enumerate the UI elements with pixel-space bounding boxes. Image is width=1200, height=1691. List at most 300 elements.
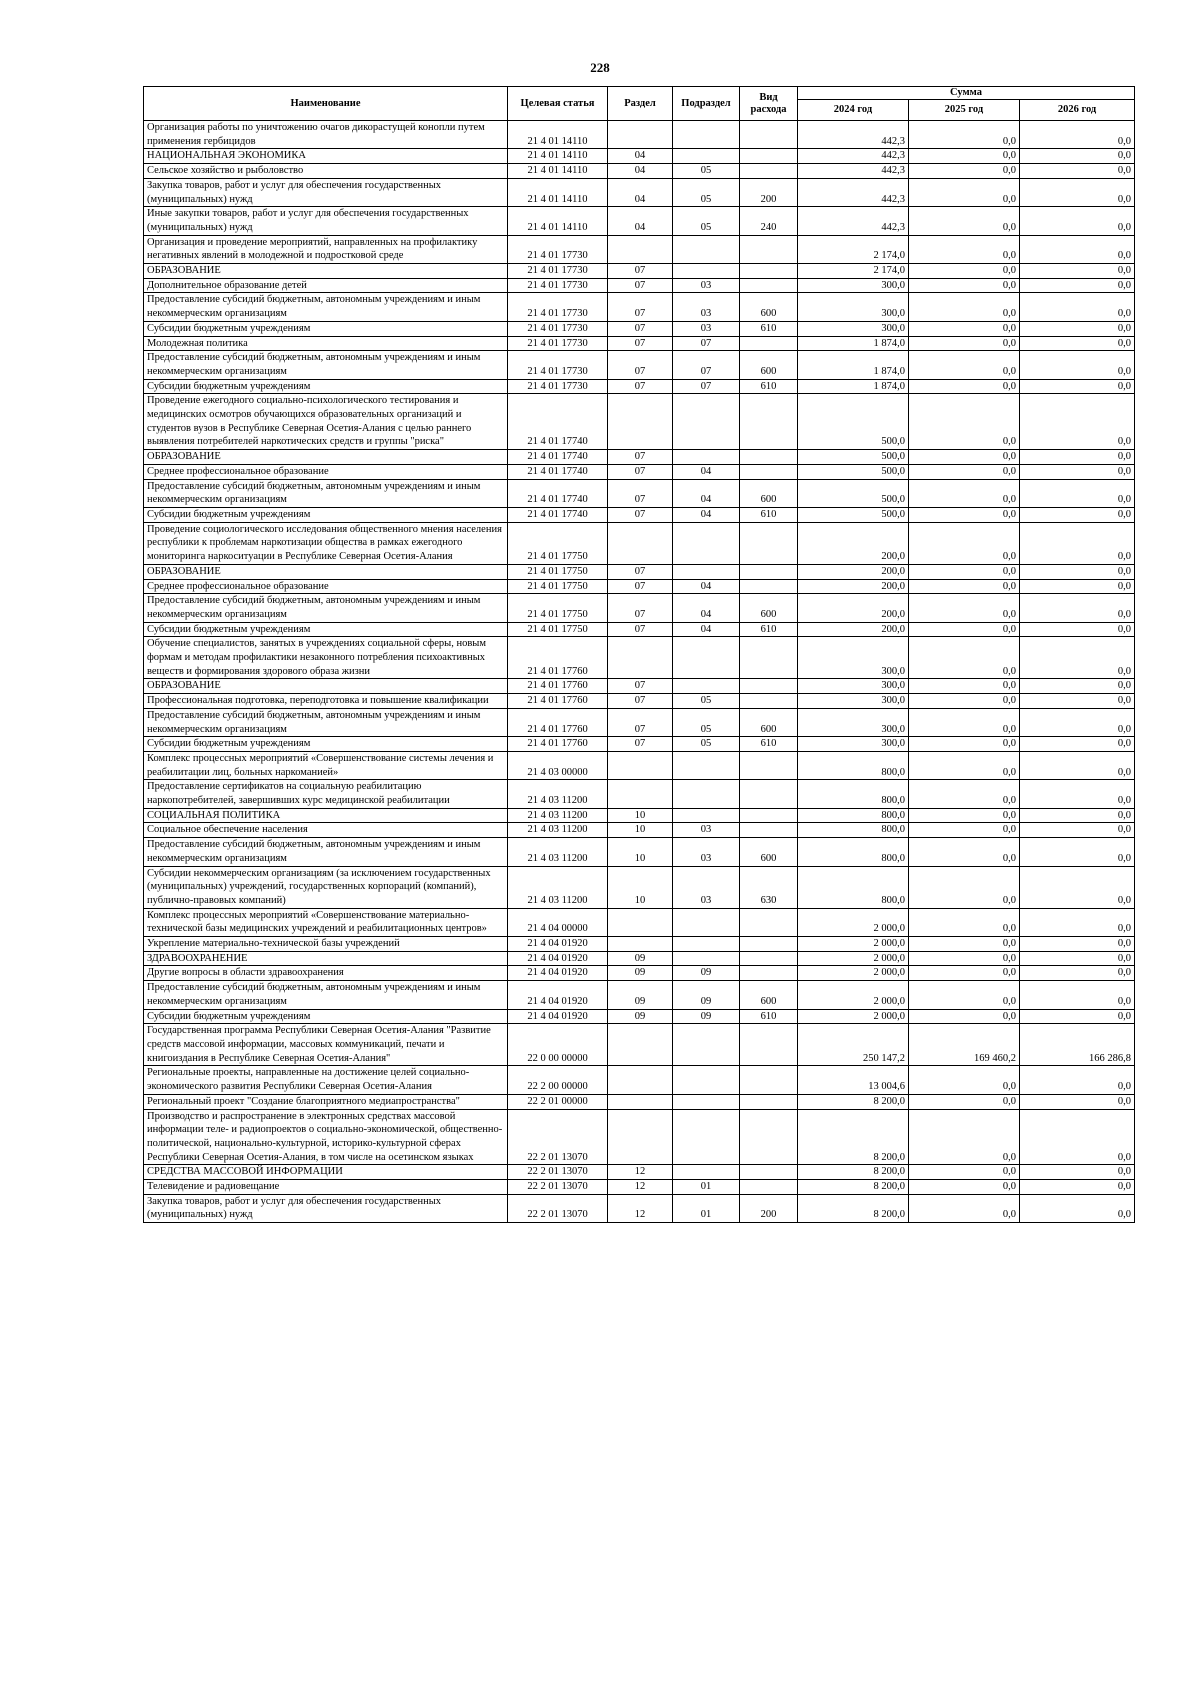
row-sum-2026: 0,0 bbox=[1020, 464, 1135, 479]
row-subsection: 05 bbox=[673, 164, 740, 179]
row-name: Предоставление субсидий бюджетным, автономным учреждениям и иным некоммерческим организациям bbox=[144, 479, 508, 507]
row-sum-2025: 0,0 bbox=[909, 121, 1020, 149]
row-sum-2024: 300,0 bbox=[798, 637, 909, 679]
row-sum-2024: 442,3 bbox=[798, 149, 909, 164]
row-name: Предоставление субсидий бюджетным, автономным учреждениям и иным некоммерческим организациям bbox=[144, 708, 508, 736]
row-expense-type: 200 bbox=[740, 1194, 798, 1222]
row-sum-2024: 500,0 bbox=[798, 394, 909, 450]
row-sum-2024: 1 874,0 bbox=[798, 336, 909, 351]
row-section: 12 bbox=[608, 1165, 673, 1180]
row-section: 09 bbox=[608, 1009, 673, 1024]
row-target-article: 21 4 01 14110 bbox=[508, 164, 608, 179]
row-name: ОБРАЗОВАНИЕ bbox=[144, 264, 508, 279]
row-target-article: 21 4 01 17730 bbox=[508, 264, 608, 279]
row-name: Организация работы по уничтожению очагов дикорастущей конопли путем применения гербицидов bbox=[144, 121, 508, 149]
table-row bbox=[144, 379, 1135, 394]
row-section: 09 bbox=[608, 951, 673, 966]
row-subsection bbox=[673, 780, 740, 808]
row-sum-2024: 8 200,0 bbox=[798, 1165, 909, 1180]
row-target-article: 22 2 01 00000 bbox=[508, 1094, 608, 1109]
row-section: 07 bbox=[608, 293, 673, 321]
row-sum-2024: 2 174,0 bbox=[798, 264, 909, 279]
row-name: Субсидии бюджетным учреждениям bbox=[144, 622, 508, 637]
row-sum-2025: 0,0 bbox=[909, 178, 1020, 206]
row-sum-2025: 0,0 bbox=[909, 207, 1020, 235]
row-sum-2025: 0,0 bbox=[909, 464, 1020, 479]
row-sum-2024: 200,0 bbox=[798, 564, 909, 579]
row-expense-type: 600 bbox=[740, 351, 798, 379]
row-sum-2026: 0,0 bbox=[1020, 264, 1135, 279]
row-section: 07 bbox=[608, 594, 673, 622]
row-section: 10 bbox=[608, 823, 673, 838]
table-row bbox=[144, 121, 1135, 149]
row-sum-2024: 500,0 bbox=[798, 479, 909, 507]
row-section: 07 bbox=[608, 464, 673, 479]
row-sum-2025: 0,0 bbox=[909, 394, 1020, 450]
row-sum-2024: 250 147,2 bbox=[798, 1024, 909, 1066]
row-subsection: 05 bbox=[673, 708, 740, 736]
row-target-article: 21 4 04 00000 bbox=[508, 908, 608, 936]
row-sum-2024: 8 200,0 bbox=[798, 1180, 909, 1195]
row-sum-2025: 0,0 bbox=[909, 622, 1020, 637]
row-expense-type bbox=[740, 336, 798, 351]
row-sum-2024: 8 200,0 bbox=[798, 1109, 909, 1165]
row-section: 04 bbox=[608, 149, 673, 164]
row-subsection bbox=[673, 808, 740, 823]
row-sum-2026: 0,0 bbox=[1020, 838, 1135, 866]
row-target-article: 22 2 01 13070 bbox=[508, 1180, 608, 1195]
row-sum-2024: 2 000,0 bbox=[798, 981, 909, 1009]
row-expense-type bbox=[740, 264, 798, 279]
row-subsection bbox=[673, 1094, 740, 1109]
row-sum-2026: 0,0 bbox=[1020, 321, 1135, 336]
table-row bbox=[144, 178, 1135, 206]
row-sum-2026: 0,0 bbox=[1020, 278, 1135, 293]
header-name: Наименование bbox=[144, 87, 508, 121]
table-row bbox=[144, 1009, 1135, 1024]
row-sum-2024: 2 000,0 bbox=[798, 908, 909, 936]
row-subsection bbox=[673, 264, 740, 279]
row-subsection: 04 bbox=[673, 594, 740, 622]
row-sum-2026: 0,0 bbox=[1020, 866, 1135, 908]
row-expense-type bbox=[740, 1094, 798, 1109]
row-sum-2025: 0,0 bbox=[909, 823, 1020, 838]
row-sum-2025: 0,0 bbox=[909, 1109, 1020, 1165]
row-section: 04 bbox=[608, 207, 673, 235]
row-sum-2024: 300,0 bbox=[798, 694, 909, 709]
row-name: Молодежная политика bbox=[144, 336, 508, 351]
row-name: Комплекс процессных мероприятий «Совершенствование системы лечения и реабилитации лиц, больных наркоманией» bbox=[144, 751, 508, 779]
row-sum-2026: 0,0 bbox=[1020, 379, 1135, 394]
row-subsection bbox=[673, 235, 740, 263]
row-subsection: 01 bbox=[673, 1180, 740, 1195]
row-section bbox=[608, 1066, 673, 1094]
row-target-article: 21 4 01 17730 bbox=[508, 293, 608, 321]
row-sum-2024: 442,3 bbox=[798, 121, 909, 149]
row-subsection bbox=[673, 908, 740, 936]
row-sum-2024: 2 000,0 bbox=[798, 1009, 909, 1024]
row-sum-2026: 0,0 bbox=[1020, 780, 1135, 808]
row-name: Сельское хозяйство и рыболовство bbox=[144, 164, 508, 179]
row-expense-type bbox=[740, 235, 798, 263]
row-sum-2024: 500,0 bbox=[798, 464, 909, 479]
table-row bbox=[144, 264, 1135, 279]
row-target-article: 21 4 01 17730 bbox=[508, 235, 608, 263]
table-row bbox=[144, 1180, 1135, 1195]
row-section: 07 bbox=[608, 450, 673, 465]
row-section: 07 bbox=[608, 708, 673, 736]
row-sum-2024: 2 000,0 bbox=[798, 966, 909, 981]
row-name: Дополнительное образование детей bbox=[144, 278, 508, 293]
table-row bbox=[144, 507, 1135, 522]
row-sum-2026: 0,0 bbox=[1020, 637, 1135, 679]
row-target-article: 21 4 01 14110 bbox=[508, 178, 608, 206]
row-name: Субсидии бюджетным учреждениям bbox=[144, 379, 508, 394]
row-expense-type bbox=[740, 1109, 798, 1165]
row-sum-2025: 0,0 bbox=[909, 293, 1020, 321]
row-sum-2024: 300,0 bbox=[798, 278, 909, 293]
row-sum-2026: 0,0 bbox=[1020, 679, 1135, 694]
row-sum-2025: 0,0 bbox=[909, 951, 1020, 966]
row-subsection: 04 bbox=[673, 507, 740, 522]
table-row bbox=[144, 321, 1135, 336]
row-sum-2024: 200,0 bbox=[798, 594, 909, 622]
row-target-article: 22 2 01 13070 bbox=[508, 1194, 608, 1222]
table-row bbox=[144, 564, 1135, 579]
row-name: Профессиональная подготовка, переподготовка и повышение квалификации bbox=[144, 694, 508, 709]
row-sum-2026: 0,0 bbox=[1020, 235, 1135, 263]
row-target-article: 21 4 01 17740 bbox=[508, 464, 608, 479]
row-sum-2024: 200,0 bbox=[798, 622, 909, 637]
row-name: Предоставление сертификатов на социальную реабилитацию наркопотребителей, завершивших курс медицинской реабилитации bbox=[144, 780, 508, 808]
row-sum-2024: 800,0 bbox=[798, 808, 909, 823]
row-target-article: 21 4 01 17740 bbox=[508, 394, 608, 450]
row-expense-type bbox=[740, 149, 798, 164]
row-sum-2025: 0,0 bbox=[909, 149, 1020, 164]
table-row bbox=[144, 937, 1135, 952]
row-section bbox=[608, 780, 673, 808]
header-expense-type: Вид расхода bbox=[740, 87, 798, 121]
row-name: Государственная программа Республики Северная Осетия-Алания "Развитие средств массовой информации, массовых коммуникаций, печати и книгоиздания в Республике Северная Осетия-Алания" bbox=[144, 1024, 508, 1066]
table-row bbox=[144, 394, 1135, 450]
row-expense-type bbox=[740, 951, 798, 966]
row-name: НАЦИОНАЛЬНАЯ ЭКОНОМИКА bbox=[144, 149, 508, 164]
row-sum-2024: 1 874,0 bbox=[798, 351, 909, 379]
table-row bbox=[144, 823, 1135, 838]
row-name: Региональный проект "Создание благоприятного медиапространства" bbox=[144, 1094, 508, 1109]
header-target-article: Целевая статья bbox=[508, 87, 608, 121]
row-sum-2025: 0,0 bbox=[909, 579, 1020, 594]
row-sum-2026: 0,0 bbox=[1020, 1009, 1135, 1024]
row-target-article: 21 4 01 17730 bbox=[508, 351, 608, 379]
row-expense-type bbox=[740, 121, 798, 149]
row-sum-2025: 0,0 bbox=[909, 321, 1020, 336]
row-expense-type: 630 bbox=[740, 866, 798, 908]
row-sum-2026: 0,0 bbox=[1020, 450, 1135, 465]
row-target-article: 21 4 01 17760 bbox=[508, 637, 608, 679]
row-section bbox=[608, 751, 673, 779]
row-sum-2026: 0,0 bbox=[1020, 522, 1135, 564]
row-sum-2025: 0,0 bbox=[909, 808, 1020, 823]
row-section: 07 bbox=[608, 336, 673, 351]
row-sum-2026: 0,0 bbox=[1020, 823, 1135, 838]
row-name: Предоставление субсидий бюджетным, автономным учреждениям и иным некоммерческим организациям bbox=[144, 293, 508, 321]
table-row bbox=[144, 981, 1135, 1009]
row-subsection bbox=[673, 951, 740, 966]
row-sum-2024: 500,0 bbox=[798, 507, 909, 522]
row-sum-2024: 442,3 bbox=[798, 178, 909, 206]
row-target-article: 21 4 01 17750 bbox=[508, 622, 608, 637]
row-section: 04 bbox=[608, 164, 673, 179]
row-subsection: 03 bbox=[673, 321, 740, 336]
row-target-article: 21 4 04 01920 bbox=[508, 1009, 608, 1024]
row-expense-type bbox=[740, 937, 798, 952]
row-sum-2024: 200,0 bbox=[798, 579, 909, 594]
row-sum-2024: 300,0 bbox=[798, 321, 909, 336]
row-name: ОБРАЗОВАНИЕ bbox=[144, 679, 508, 694]
row-sum-2026: 0,0 bbox=[1020, 966, 1135, 981]
table-row bbox=[144, 164, 1135, 179]
header-year-2025: 2025 год bbox=[909, 100, 1020, 121]
row-expense-type: 600 bbox=[740, 293, 798, 321]
row-target-article: 21 4 01 17750 bbox=[508, 594, 608, 622]
row-subsection: 03 bbox=[673, 278, 740, 293]
row-subsection bbox=[673, 1109, 740, 1165]
row-name: Закупка товаров, работ и услуг для обеспечения государственных (муниципальных) нужд bbox=[144, 1194, 508, 1222]
row-name: Предоставление субсидий бюджетным, автономным учреждениям и иным некоммерческим организациям bbox=[144, 351, 508, 379]
row-subsection: 04 bbox=[673, 622, 740, 637]
row-sum-2026: 0,0 bbox=[1020, 1180, 1135, 1195]
table-row bbox=[144, 838, 1135, 866]
row-section: 07 bbox=[608, 264, 673, 279]
row-expense-type: 610 bbox=[740, 622, 798, 637]
row-expense-type bbox=[740, 522, 798, 564]
row-expense-type: 600 bbox=[740, 708, 798, 736]
row-section bbox=[608, 121, 673, 149]
row-name: ОБРАЗОВАНИЕ bbox=[144, 450, 508, 465]
row-expense-type: 240 bbox=[740, 207, 798, 235]
row-name: Укрепление материально-технической базы учреждений bbox=[144, 937, 508, 952]
table-row bbox=[144, 1024, 1135, 1066]
row-expense-type bbox=[740, 1180, 798, 1195]
page-number: 228 bbox=[590, 60, 610, 75]
row-sum-2024: 200,0 bbox=[798, 522, 909, 564]
row-subsection: 04 bbox=[673, 464, 740, 479]
row-section bbox=[608, 637, 673, 679]
row-sum-2025: 0,0 bbox=[909, 838, 1020, 866]
row-name: Субсидии бюджетным учреждениям bbox=[144, 1009, 508, 1024]
row-target-article: 21 4 01 17740 bbox=[508, 450, 608, 465]
row-sum-2024: 300,0 bbox=[798, 737, 909, 752]
row-subsection bbox=[673, 394, 740, 450]
table-body bbox=[144, 121, 1135, 1223]
row-sum-2026: 0,0 bbox=[1020, 564, 1135, 579]
row-sum-2025: 0,0 bbox=[909, 379, 1020, 394]
row-sum-2025: 0,0 bbox=[909, 479, 1020, 507]
row-expense-type bbox=[740, 694, 798, 709]
table-row bbox=[144, 207, 1135, 235]
row-name: СРЕДСТВА МАССОВОЙ ИНФОРМАЦИИ bbox=[144, 1165, 508, 1180]
row-expense-type: 600 bbox=[740, 838, 798, 866]
table-row bbox=[144, 479, 1135, 507]
row-sum-2025: 169 460,2 bbox=[909, 1024, 1020, 1066]
row-sum-2025: 0,0 bbox=[909, 1009, 1020, 1024]
row-expense-type: 600 bbox=[740, 594, 798, 622]
row-sum-2025: 0,0 bbox=[909, 594, 1020, 622]
row-subsection bbox=[673, 637, 740, 679]
row-target-article: 21 4 03 11200 bbox=[508, 808, 608, 823]
row-target-article: 21 4 01 17750 bbox=[508, 564, 608, 579]
row-target-article: 21 4 03 00000 bbox=[508, 751, 608, 779]
row-subsection bbox=[673, 1066, 740, 1094]
row-subsection: 05 bbox=[673, 207, 740, 235]
table-row bbox=[144, 737, 1135, 752]
row-sum-2024: 2 174,0 bbox=[798, 235, 909, 263]
row-sum-2025: 0,0 bbox=[909, 522, 1020, 564]
row-target-article: 21 4 03 11200 bbox=[508, 838, 608, 866]
row-sum-2026: 0,0 bbox=[1020, 579, 1135, 594]
table-row bbox=[144, 694, 1135, 709]
row-expense-type bbox=[740, 1024, 798, 1066]
row-expense-type bbox=[740, 564, 798, 579]
row-subsection bbox=[673, 679, 740, 694]
header-subsection: Подраздел bbox=[673, 87, 740, 121]
header-year-2024: 2024 год bbox=[798, 100, 909, 121]
row-target-article: 21 4 04 01920 bbox=[508, 981, 608, 1009]
row-subsection: 09 bbox=[673, 1009, 740, 1024]
row-sum-2025: 0,0 bbox=[909, 694, 1020, 709]
row-expense-type bbox=[740, 808, 798, 823]
row-subsection: 09 bbox=[673, 981, 740, 1009]
row-sum-2024: 800,0 bbox=[798, 866, 909, 908]
table-row bbox=[144, 866, 1135, 908]
row-expense-type bbox=[740, 823, 798, 838]
row-expense-type bbox=[740, 394, 798, 450]
row-section: 09 bbox=[608, 981, 673, 1009]
table-row bbox=[144, 1094, 1135, 1109]
row-sum-2025: 0,0 bbox=[909, 351, 1020, 379]
row-sum-2026: 0,0 bbox=[1020, 751, 1135, 779]
header-sum: Сумма bbox=[798, 87, 1135, 100]
row-subsection: 05 bbox=[673, 737, 740, 752]
row-section: 04 bbox=[608, 178, 673, 206]
row-section: 10 bbox=[608, 838, 673, 866]
table-row bbox=[144, 808, 1135, 823]
row-sum-2025: 0,0 bbox=[909, 564, 1020, 579]
row-target-article: 21 4 03 11200 bbox=[508, 823, 608, 838]
row-sum-2025: 0,0 bbox=[909, 708, 1020, 736]
row-target-article: 22 0 00 00000 bbox=[508, 1024, 608, 1066]
row-target-article: 21 4 01 14110 bbox=[508, 121, 608, 149]
row-expense-type: 610 bbox=[740, 737, 798, 752]
row-subsection bbox=[673, 564, 740, 579]
row-section bbox=[608, 394, 673, 450]
table-row bbox=[144, 780, 1135, 808]
row-name: Проведение ежегодного социально-психологического тестирования и медицинских осмотров обучающихся образовательных организаций и студентов вузов в Республике Северная Осетия-Алания с целью раннего выявления потребителей наркотических средств и группы "риска" bbox=[144, 394, 508, 450]
table-row bbox=[144, 908, 1135, 936]
row-target-article: 21 4 01 17760 bbox=[508, 737, 608, 752]
row-section bbox=[608, 1109, 673, 1165]
row-sum-2024: 800,0 bbox=[798, 751, 909, 779]
row-sum-2026: 0,0 bbox=[1020, 937, 1135, 952]
row-name: Субсидии бюджетным учреждениям bbox=[144, 507, 508, 522]
row-expense-type bbox=[740, 450, 798, 465]
row-sum-2024: 300,0 bbox=[798, 679, 909, 694]
row-target-article: 21 4 01 17740 bbox=[508, 479, 608, 507]
row-sum-2026: 0,0 bbox=[1020, 708, 1135, 736]
row-subsection: 04 bbox=[673, 579, 740, 594]
row-expense-type bbox=[740, 1165, 798, 1180]
row-sum-2025: 0,0 bbox=[909, 1066, 1020, 1094]
table-row bbox=[144, 637, 1135, 679]
row-sum-2025: 0,0 bbox=[909, 937, 1020, 952]
row-name: Предоставление субсидий бюджетным, автономным учреждениям и иным некоммерческим организациям bbox=[144, 981, 508, 1009]
row-section: 07 bbox=[608, 507, 673, 522]
row-expense-type bbox=[740, 637, 798, 679]
row-name: Производство и распространение в электронных средствах массовой информации теле- и радиопроектов о социально-экономической, общественно-политической, национально-культурной, историко-культурной сферах Республики Северная Осетия-Алания, в том числе на осетинском языках bbox=[144, 1109, 508, 1165]
row-target-article: 21 4 03 11200 bbox=[508, 780, 608, 808]
header-row-top bbox=[144, 87, 1135, 100]
row-expense-type: 200 bbox=[740, 178, 798, 206]
row-sum-2026: 0,0 bbox=[1020, 737, 1135, 752]
row-subsection bbox=[673, 149, 740, 164]
row-sum-2026: 0,0 bbox=[1020, 1094, 1135, 1109]
row-subsection: 09 bbox=[673, 966, 740, 981]
row-sum-2025: 0,0 bbox=[909, 336, 1020, 351]
row-name: Обучение специалистов, занятых в учреждениях социальной сферы, новым формам и методам профилактики незаконного потребления психоактивных веществ и формирования здорового образа жизни bbox=[144, 637, 508, 679]
row-sum-2025: 0,0 bbox=[909, 637, 1020, 679]
row-name: Среднее профессиональное образование bbox=[144, 464, 508, 479]
row-sum-2026: 0,0 bbox=[1020, 622, 1135, 637]
table-row bbox=[144, 293, 1135, 321]
row-section: 10 bbox=[608, 808, 673, 823]
row-section: 12 bbox=[608, 1180, 673, 1195]
row-subsection: 03 bbox=[673, 866, 740, 908]
row-sum-2024: 800,0 bbox=[798, 780, 909, 808]
row-name: Субсидии некоммерческим организациям (за исключением государственных (муниципальных) учреждений, государственных корпораций (компаний), публично-правовых компаний) bbox=[144, 866, 508, 908]
row-expense-type bbox=[740, 278, 798, 293]
row-sum-2024: 1 874,0 bbox=[798, 379, 909, 394]
table-row bbox=[144, 594, 1135, 622]
row-subsection: 05 bbox=[673, 178, 740, 206]
row-name: Другие вопросы в области здравоохранения bbox=[144, 966, 508, 981]
row-sum-2026: 0,0 bbox=[1020, 507, 1135, 522]
table-row bbox=[144, 235, 1135, 263]
row-expense-type bbox=[740, 164, 798, 179]
row-target-article: 22 2 01 13070 bbox=[508, 1109, 608, 1165]
row-expense-type bbox=[740, 966, 798, 981]
row-sum-2025: 0,0 bbox=[909, 450, 1020, 465]
row-section bbox=[608, 1024, 673, 1066]
row-sum-2025: 0,0 bbox=[909, 1165, 1020, 1180]
row-subsection: 05 bbox=[673, 694, 740, 709]
row-sum-2026: 0,0 bbox=[1020, 694, 1135, 709]
row-sum-2024: 8 200,0 bbox=[798, 1194, 909, 1222]
row-target-article: 21 4 01 17760 bbox=[508, 694, 608, 709]
table-row bbox=[144, 1066, 1135, 1094]
row-subsection bbox=[673, 1024, 740, 1066]
row-name: Субсидии бюджетным учреждениям bbox=[144, 737, 508, 752]
row-sum-2024: 500,0 bbox=[798, 450, 909, 465]
row-sum-2026: 0,0 bbox=[1020, 1066, 1135, 1094]
row-subsection bbox=[673, 751, 740, 779]
row-subsection: 07 bbox=[673, 351, 740, 379]
row-target-article: 21 4 01 14110 bbox=[508, 207, 608, 235]
row-subsection: 03 bbox=[673, 293, 740, 321]
row-sum-2025: 0,0 bbox=[909, 1094, 1020, 1109]
row-expense-type: 610 bbox=[740, 507, 798, 522]
row-expense-type: 610 bbox=[740, 321, 798, 336]
